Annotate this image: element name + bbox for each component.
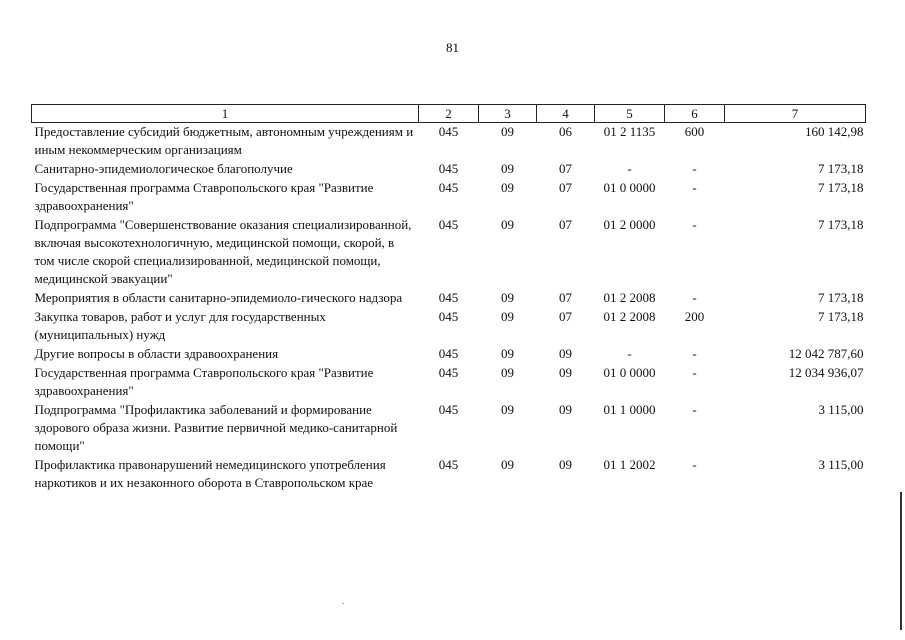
row-code-6: - (692, 290, 697, 305)
column-header: 7 (725, 105, 866, 123)
row-code-6: - (692, 402, 697, 417)
page-number: 81 (446, 40, 459, 55)
row-name: Закупка товаров, работ и услуг для государственных (муниципальных) нужд (34, 309, 326, 342)
row-code-2: 045 (438, 309, 459, 324)
row-code-5: 01 2 1135 (603, 124, 656, 139)
row-name: Подпрограмма "Совершенствование оказания специализированной, включая высокотехнологичную, медицинской помощи, скорой, в том числе скорой специализированной, медицинской помощи, медицинской эвакуации" (34, 217, 412, 286)
row-code-2: 045 (438, 290, 459, 305)
row-name: Мероприятия в области санитарно-эпидемиоло-гического надзора (34, 290, 403, 305)
row-code-6: - (692, 180, 697, 195)
row-name: Предоставление субсидий бюджетным, автономным учреждениям и иным некоммерческим организациям (34, 124, 414, 157)
row-code-4: 07 (559, 290, 572, 305)
row-code-2: 045 (438, 161, 459, 176)
row-code-5: 01 2 2008 (603, 309, 656, 324)
row-code-6: 200 (684, 309, 705, 324)
row-code-4: 07 (559, 309, 572, 324)
row-code-5: 01 2 0000 (603, 217, 656, 232)
row-code-4: 09 (559, 346, 572, 361)
row-amount: 7 173,18 (818, 290, 864, 305)
row-amount: 3 115,00 (818, 457, 864, 472)
row-code-5: - (627, 161, 632, 176)
row-code-2: 045 (438, 180, 459, 195)
table-row (32, 179, 866, 216)
table-row (32, 364, 866, 401)
row-code-5: 01 2 2008 (603, 290, 656, 305)
table-row (32, 289, 866, 308)
row-code-4: 07 (559, 180, 572, 195)
row-code-2: 045 (438, 124, 459, 139)
row-name: Санитарно-эпидемиологическое благополучие (34, 161, 293, 176)
row-code-4: 09 (559, 457, 572, 472)
row-code-6: 600 (684, 124, 705, 139)
row-amount: 12 034 936,07 (788, 365, 864, 380)
row-code-2: 045 (438, 365, 459, 380)
row-name: Подпрограмма "Профилактика заболеваний и формирование здорового образа жизни. Развитие первичной медико-санитарной помощи" (34, 402, 398, 453)
row-code-6: - (692, 217, 697, 232)
row-code-2: 045 (438, 402, 459, 417)
row-code-4: 06 (559, 124, 572, 139)
row-code-5: 01 0 0000 (603, 180, 656, 195)
row-code-3: 09 (501, 290, 514, 305)
row-name: Профилактика правонарушений немедицинского употребления наркотиков и их незаконного оборота в Ставропольском крае (34, 457, 386, 490)
row-code-6: - (692, 365, 697, 380)
row-code-3: 09 (501, 180, 514, 195)
row-code-4: 07 (559, 217, 572, 232)
table-row (32, 345, 866, 364)
column-header: 2 (419, 105, 479, 123)
row-code-5: 01 0 0000 (603, 365, 656, 380)
row-amount: 12 042 787,60 (788, 346, 864, 361)
column-header: 5 (595, 105, 665, 123)
column-header: 1 (32, 105, 419, 123)
row-code-3: 09 (501, 124, 514, 139)
row-code-3: 09 (501, 161, 514, 176)
column-header: 4 (537, 105, 595, 123)
row-code-5: - (627, 346, 632, 361)
row-code-3: 09 (501, 365, 514, 380)
row-code-6: - (692, 346, 697, 361)
row-code-3: 09 (501, 402, 514, 417)
row-code-5: 01 1 2002 (603, 457, 656, 472)
scan-speck (342, 603, 344, 604)
row-code-6: - (692, 161, 697, 176)
row-code-4: 09 (559, 402, 572, 417)
row-code-4: 07 (559, 161, 572, 176)
scan-edge-line (900, 492, 902, 630)
row-code-5: 01 1 0000 (603, 402, 656, 417)
table-row (32, 308, 866, 345)
row-code-4: 09 (559, 365, 572, 380)
row-amount: 7 173,18 (818, 217, 864, 232)
row-amount: 7 173,18 (818, 309, 864, 324)
row-amount: 3 115,00 (818, 402, 864, 417)
row-amount: 7 173,18 (818, 180, 864, 195)
row-code-3: 09 (501, 346, 514, 361)
table-row (32, 123, 866, 161)
row-code-3: 09 (501, 309, 514, 324)
column-header: 3 (479, 105, 537, 123)
row-amount: 7 173,18 (818, 161, 864, 176)
column-header: 6 (665, 105, 725, 123)
row-code-2: 045 (438, 217, 459, 232)
row-name: Государственная программа Ставропольского края "Развитие здравоохранения" (34, 180, 374, 213)
row-code-3: 09 (501, 217, 514, 232)
row-code-2: 045 (438, 346, 459, 361)
table-row (32, 160, 866, 179)
table-row (32, 401, 866, 456)
table-row (32, 456, 866, 493)
row-name: Государственная программа Ставропольского края "Развитие здравоохранения" (34, 365, 374, 398)
budget-table (31, 104, 866, 493)
row-name: Другие вопросы в области здравоохранения (34, 346, 279, 361)
row-amount: 160 142,98 (805, 124, 864, 139)
table-row (32, 216, 866, 289)
row-code-6: - (692, 457, 697, 472)
row-code-3: 09 (501, 457, 514, 472)
header-row (32, 105, 866, 123)
row-code-2: 045 (438, 457, 459, 472)
